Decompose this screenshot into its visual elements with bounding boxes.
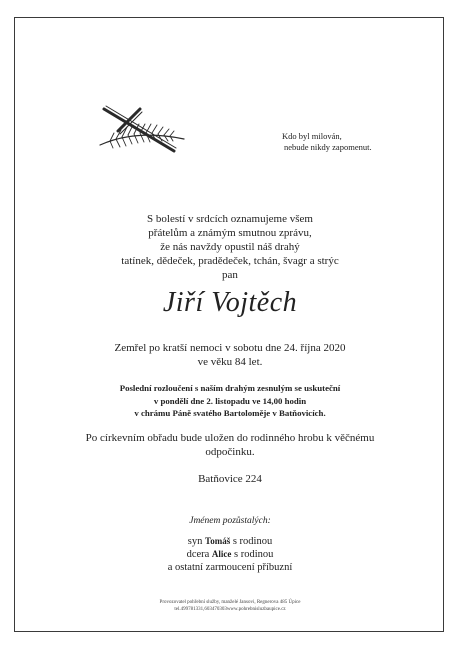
intro-line: že nás navždy opustil náš drahý: [160, 241, 300, 253]
farewell-line: Poslední rozloučení s naším drahým zesnulým se uskuteční: [119, 383, 341, 393]
cross-with-palm-branch-icon: [96, 101, 186, 159]
quote-line-1: Kdo byl milován,: [282, 131, 342, 141]
footer-line: tel.499781331,603470303www.pohrebnisluzbaupice.cz: [174, 606, 286, 612]
intro-line: S bolestí v srdcích oznamujeme všem: [147, 213, 313, 225]
mourner-line: [0, 535, 460, 548]
mourner-line: a ostatní zarmoucení příbuzní: [167, 562, 293, 573]
family-address: Batňovice 224: [198, 473, 262, 485]
burial-line: Po církevním obřadu bude uložen do rodinného hrobu k věčnému: [85, 432, 375, 444]
burial-line: odpočinku.: [205, 446, 255, 458]
deceased-name: Jiří Vojtěch: [162, 287, 298, 318]
death-notice: [0, 341, 460, 369]
mourner-name: Tomáš: [205, 536, 231, 546]
funeral-details: [0, 382, 460, 420]
footer-line: Provozovatel pohřební služby, manželé Jansovi, Regnerova 485 Úpice: [159, 600, 301, 605]
mourner-suffix: s rodinou: [231, 549, 274, 560]
intro-line: pan: [222, 269, 238, 281]
memorial-quote: [282, 131, 402, 153]
funeral-service-footer: [0, 600, 460, 613]
farewell-line: v pondělí dne 2. listopadu ve 14,00 hodin: [153, 395, 307, 406]
death-line: Zemřel po kratší nemoci v sobotu dne 24. října 2020: [114, 342, 346, 354]
mourner-relation: dcera: [186, 549, 212, 560]
mourner-line: [0, 548, 460, 561]
on-behalf-heading: Jménem pozůstalých:: [189, 516, 271, 526]
intro-line: tatínek, dědeček, pradědeček, tchán, švagr a strýc: [121, 255, 339, 267]
burial-notice: [0, 431, 460, 459]
mourners-list: [0, 535, 460, 574]
mourner-suffix: s rodinou: [230, 536, 273, 547]
quote-line-2: nebude nikdy zapomenut.: [284, 142, 372, 152]
announcement-intro: [0, 212, 460, 282]
mourner-name: Alice: [211, 549, 232, 559]
death-line: ve věku 84 let.: [197, 356, 263, 368]
mourner-relation: syn: [187, 536, 206, 547]
farewell-line: v chrámu Páně svatého Bartoloměje v Batňovicích.: [134, 408, 326, 419]
intro-line: přátelům a známým smutnou zprávu,: [148, 227, 312, 239]
